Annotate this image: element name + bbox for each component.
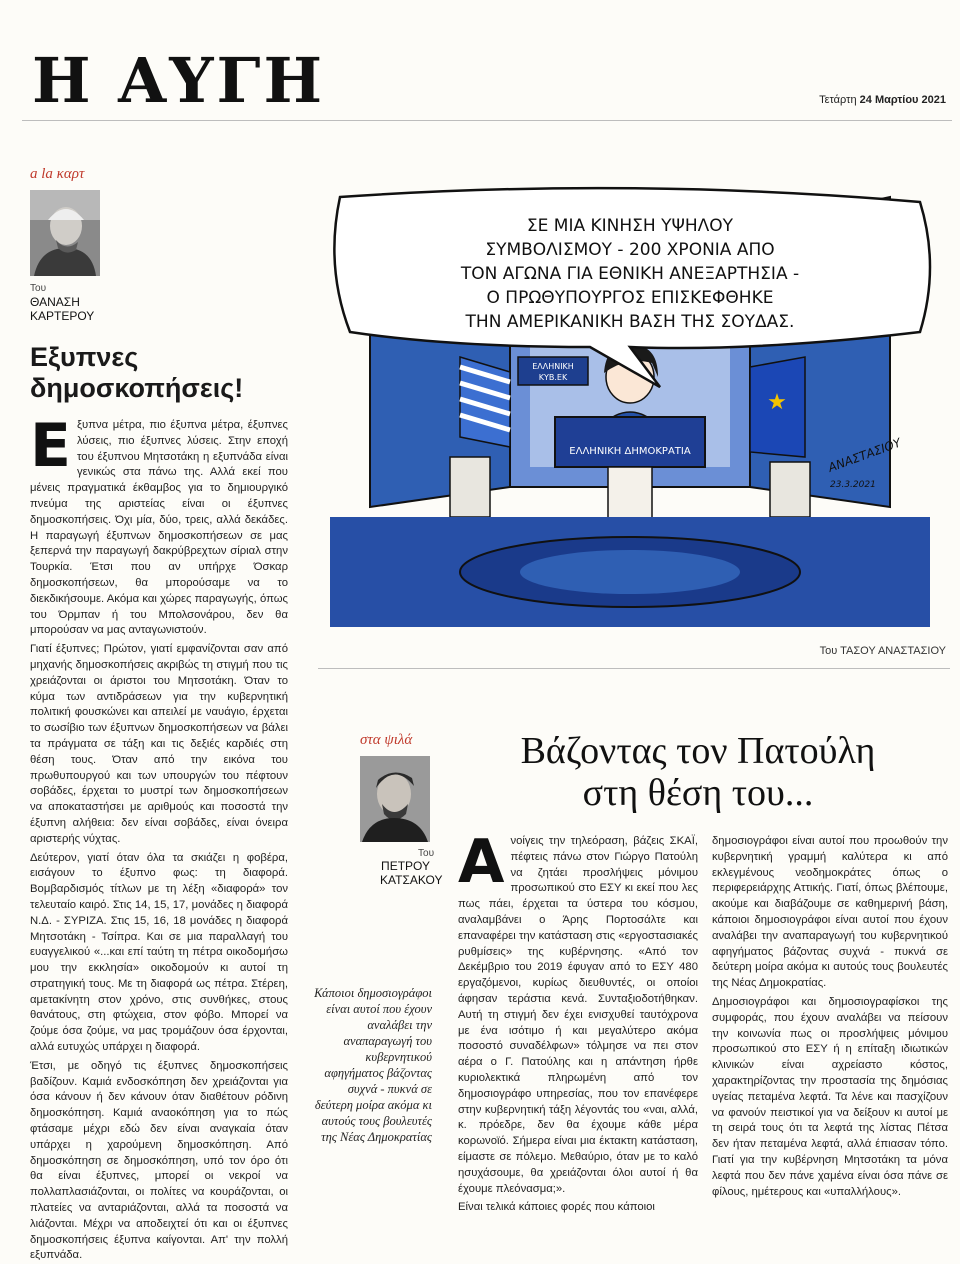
column2-body-left [458,827,698,1214]
column1-paragraph: ξυπνα μέτρα, πιο έξυπνα μέτρα, έξυπνες λύσεις, πιο έξυπνες λύσεις. Στην εποχή του έξυπνου Μητσοτάκη η εξυπνάδα είναι γενικώς στα πάνω της. Αλλά εκεί που μένεις πραγματικά έκθαμβος για το δημιουργικό πνεύμα της αριστείας είναι οι έξυπνες δημοσκοπήσεις. Όχι μία, δύο, τρεις, αλλά δεκάδες. Η παραγωγή έξυπνων δημοσκοπήσεων σε μας ξεπερνά την παραγωγή δακρύβρεχτων σίριαλ στην Τουρκία. Έτσι που αν υπήρχε Όσκαρ δημοσκοπήσεων, θα μπορούσαμε να το διεκδικήσουμε. Ακόμα και χώρες παραγωγής, όπως του Όρμπαν ή του Μπολσονάρου, δεν θα μπορούσαν να μας ανταγωνιστούν. [30,419,288,637]
column2-author-last: ΚΑΤΣΑΚΟΥ [380,872,443,887]
column2-rubric: στα ψιλά [360,732,413,748]
column1-paragraph: Γιατί έξυπνες; Πρώτον, γιατί εμφανίζονται σαν από μηχανής δημοσκοπήσεις ακριβώς τη στιγμή που τις χρειάζονται οι άριστοι του Μητσοτάκη. Όταν το κύμα των αντιδράσεων για την κυβερνητική πολιτική φουσκώνει και απειλεί με ναυάγιο, έρχεται το σωσίβιο των έξυπνων δημοσκοπήσεων να βάλει τα πράγματα σε τάξη και τις δεξιές καρδιές στη θέση τους. Όταν από την εικόνα του πρωθυπουργού και των υπουργών του πέφτουν σοβάδες, έρχεται το μυστρί των δημοσκοπήσεων να αποκαταστήσει με αριθμούς και ποσοστά την έξυπνη αλήθεια: δεν είναι σοβάδες, είναι όνειρα αριστερής νύχτας. [30,643,288,845]
column2-body-right [712,834,948,1198]
speech-line-3: ΤΟΝ ΑΓΩΝΑ ΓΙΑ ΕΘΝΙΚΗ ΑΝΕΞΑΡΤΗΣΙΑ - [460,264,800,284]
cartoon-signature-date: 23.3.2021 [830,480,876,490]
wall-sign-text-1: ΕΛΛΗΝΙΚΗ [532,362,574,371]
pull-quote: Κάποιοι δημοσιογράφοι είναι αυτοί που έχουν αναλάβει την αναπαραγωγή του κυβερνητικού αφηγήματος βάζοντας συχνά - πυκνά σε δεύτερη μοίρα ακόμα κι αυτούς τους βουλευτές της Νέας Δημοκρατίας [314,986,432,1144]
column1-paragraph: Δεύτερον, γιατί όταν όλα τα σκιάζει η φοβέρα, εισάγουν το έξυπνο φως: τη διαφορά. Βομβαρδισμός τίτλων με τη λέξη «διαφορά» τον τελευταίο καιρό. Στις 14, 15, 17, μονάδες η διαφορά Ν.Δ. - ΣΥΡΙΖΑ. Στις 15, 16, 18 μονάδες η διαφορά Μητσοτάκη - Τσίπρα. Και σε μια παραλλαγή του ευαγγελικού «...και επί ταύτη τη πέτρα οικοδομήσω μου την εκκλησία» οικοδομούν κι αυτοί τη στρατηγική τους. Με τη διαφορά ως πέτρα. Στέρεη, αμετακίνητη στον χρόνο, στις συνθήκες, στους θανάτους, στη φτώχεια, στον φόβο. Μπορεί να ζούμε όσα ζούμε, να μας τρομάζουν όσα έρχονται, αλλά ευτυχώς υπάρχει η διαφορά. [30,851,288,1054]
speech-line-5: ΤΗΝ ΑΜΕΡΙΚΑΝΙΚΗ ΒΑΣΗ ΤΗΣ ΣΟΥΔΑΣ. [465,312,795,332]
date-weekday: Τετάρτη [819,94,857,106]
podium-label: ΕΛΛΗΝΙΚΗ ΔΗΜΟΚΡΑΤΙΑ [569,446,691,457]
political-cartoon [330,187,930,627]
column2-paragraph: Είναι τελικά κάποιες φορές που κάποιοι [458,1201,655,1214]
column1-byline-prefix: Του [30,283,47,294]
cartoon-credit [820,645,946,657]
date-value: 24 Μαρτίου 2021 [859,94,946,106]
speech-line-4: Ο ΠΡΩΘΥΠΟΥΡΓΟΣ ΕΠΙΣΚΕΦΘΗΚΕ [486,288,774,308]
column2-title [458,730,938,814]
author-photo-kartерos [30,190,100,276]
svg-text:★: ★ [767,390,787,415]
column1-author-last: ΚΑΡΤΕΡΟΥ [30,308,95,323]
column2-paragraph: δημοσιογράφοι είναι αυτοί που προωθούν την κυβερνητική γραμμή καλύτερα κι από εκλεγμένους νεοδημοκράτες όπως ο περιφερειάρχης Αττικής. Γιατί, όπως βλέπουμε, ακούμε και διαβάζουμε σε καθημερινή βάση, κάποιοι δημοσιογράφοι είναι αυτοί που έχουν αναλάβει την αναπαραγωγή του κυβερνητικού αφηγήματος βάζοντας συχνά - πυκνά σε δεύτερη μοίρα ακόμα κι αυτούς τους βουλευτές της Νέας Δημοκρατίας. [712,835,948,990]
wall-sign-text-2: ΚΥΒ.ΕΚ [538,373,568,382]
column1-rubric: a la καρτ [30,166,85,182]
column2-dropcap: Α [458,827,505,897]
newspaper-masthead: Η ΑΥΓΗ [32,44,326,117]
speech-line-2: ΣΥΜΒΟΛΙΣΜΟΥ - 200 ΧΡΟΝΙΑ ΑΠΟ [485,240,775,260]
masthead-rule [22,120,952,121]
speech-line-1: ΣΕ ΜΙΑ ΚΙΝΗΣΗ ΥΨΗΛΟΥ [526,216,734,236]
date-line [819,94,946,106]
column2-byline-prefix: Του [418,848,435,859]
column2-author-first: ΠΕΤΡΟΥ [381,859,430,873]
column1-title: Εξυπνες δημοσκοπήσεις! [30,342,244,404]
column1-dropcap: Ε [30,411,71,481]
column2-title-line1: Βάζοντας τον Πατούλη [520,730,876,772]
cartoon-rule [318,668,950,669]
column1-body [30,411,288,1262]
column1-author [30,296,94,324]
column2-author [380,859,443,888]
cartoon-credit-name: ΤΑΣΟΥ ΑΝΑΣΤΑΣΙΟΥ [840,645,946,657]
cartoonist-signature: ΑΝΑΣΤΑΣΙΟΥ [826,435,903,475]
column2-paragraph: νοίγεις την τηλεόραση, βάζεις ΣΚΑΪ, πέφτεις πάνω στον Γιώργο Πατούλη να ζητάει προσλήψεις μόνιμου προσωπικού στο ΕΣΥ κι εκεί που λες πως πάει, έρχεται τα ύστερα του κόσμου, αναλαμβάνει ο Άρης Πορτοσάλτε και επαναφέρει την κατάσταση στις «εργοστασιακές ρυθμίσεις» της κυβέρνησης. «Από τον Δεκέμβριο του 2019 έφυγαν από το ΕΣΥ 480 εργαζόμενοι, κυρίως διευθυντές, οι οποίοι άφησαν τεράστια κενά. Συνταξιοδοτήθηκαν. Αυτή τη στιγμή δεν έχει ενισχυθεί ταυτόχρονα με ένα ισότιμο ή και μεγαλύτερο ακόμα ποσοστό συναδέλφων» τόλμησε να πει στον αέρα ο Γ. Πατούλης και η απάντηση ήρθε κυριολεκτικά πληρωμένη από τον δημοσιογράφο υπηρεσίας, που τον επανέφερε στην κυβερνητική τάξη λέγοντάς του «ναι, αλλά, κ. πρόεδρε, δεν θα έχουμε κάθε μέρα κορωνοϊό. Σήμερα είναι μια έκτακτη κατάσταση, είμαστε σε πόλεμο. Μεθαύριο, όταν με το καλό ησυχάσουμε, θα χρειάζονται όλοι αυτοί ή θα έχουμε πλεόνασμα;». [458,835,698,1195]
column1-author-first: ΘΑΝΑΣΗ [30,295,80,309]
column2-title-line2: στη θέση του... [582,772,814,814]
cartoon-credit-prefix: Του [819,645,838,657]
column2-paragraph: Δημοσιογράφοι και δημοσιογραφίσκοι της συμφοράς, που έχουν αναλάβει να πείσουν την κοινωνία πως οι προσλήψεις μόνιμου προσωπικού στο ΕΣΥ ή η επίταξη ιδιωτικών κλινικών είναι αχρείαστο κόστος, χαρακτηρίζοντας την προστασία της δημόσιας υγείας πεταμένα λεφτά. Τα λένε και πασχίζουν να φανούν πειστικοί για να δείξουν κι αυτοί με τη σειρά τους ότι τα λεφτά της λίστας Πέτσα δεν ήταν πεταμένα λεφτά, αλλά έπιασαν τόπο. Γιατί για την κυβέρνηση Μητσοτάκη τα μόνα λεφτά που δεν πάνε χαμένα είναι όσα πάνε σε φίλους, ημέτερους και «υπαλλήλους». [712,995,948,1198]
column1-paragraph: Έτσι, με οδηγό τις έξυπνες δημοσκοπήσεις βαδίζουν. Καμιά ενδοσκόπηση δεν χρειάζονται για όσα κάνουν ή δεν κάνουν όταν διαθέτουν ρόδινη δημοσκόπηση. Καμιά αναοκόπηση για το πώς φτάσαμε μέχρι εδώ δεν είναι αναγκαία όταν υπάρχει η χαρούμενη δημοσκόπηση. Από δημοσκόπηση σε δημοσκόπηση, υπό τον όρο ότι θα είναι έξυπνες, μπορεί οι νεκροί να πολλαπλασιάζονται, οι πολίτες να κουράζονται, οι πλατείες να ανταριάζονται, αλλά τα ποσοστά να λιάζονται. Μέχρι να αποδειχτεί ότι και οι έξυπνες δημοσκοπήσεις έξυπνα καίγονται. Απ' την πολλή εξυπνάδα. [30,1059,288,1262]
author-photo-katsakos [360,756,430,842]
